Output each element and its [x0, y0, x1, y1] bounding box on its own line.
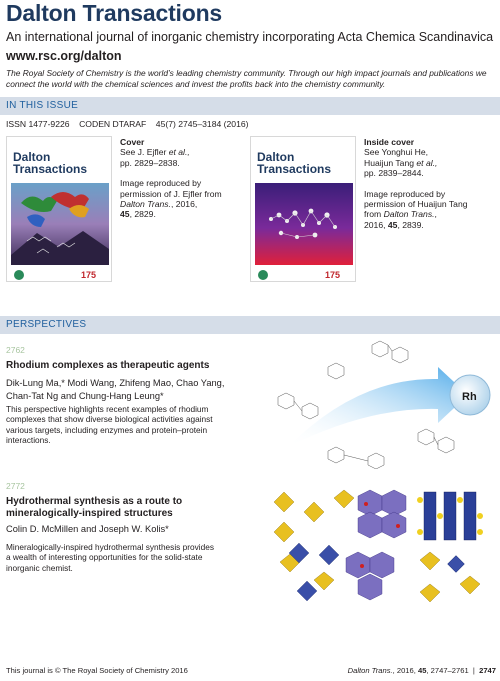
rsc-blurb: [6, 68, 500, 90]
cover-credit: Image reproduced by permission of J. Ejfler from Dalton Trans., 2016, 45, 2829.: [120, 178, 222, 220]
article-title[interactable]: Rhodium complexes as therapeutic agents: [6, 360, 210, 371]
inside-cover-caption: Inside cover See Yonghui He, Huaijun Tang et al., pp. 2839–2844. Image reproduced by permission of Huaijun Tang from Dalton Trans., 2016, 45, 2839.: [364, 137, 494, 230]
footer-page-number: 2747: [479, 666, 496, 675]
article-2-authors: Colin D. McMillen and Joseph W. Kolis*: [6, 524, 169, 534]
cover-badge: 175: [81, 270, 97, 280]
cover-brand-bottom: Transactions: [13, 162, 88, 176]
journal-subtitle: An international journal of inorganic chemistry incorporating Acta Chemica Scandinavica: [6, 30, 494, 44]
inside-cover-image[interactable]: [250, 136, 356, 282]
article-authors: Dik-Lung Ma,* Modi Wang, Zhifeng Mao, Chao Yang, Chan-Tat Ng and Chung-Hang Leung*: [6, 378, 225, 401]
footer-citation: Dalton Trans., 2016, 45, 2747–2761 | 2747: [347, 666, 496, 675]
rhodium-toc-graphic: [268, 337, 494, 469]
perspectives-heading: PERSPECTIVES: [6, 319, 87, 330]
inside-cover-badge: 175: [325, 270, 341, 280]
journal-title: Dalton Transactions: [6, 0, 223, 26]
article-2-abstract: Mineralogically-inspired hydrothermal synthesis provides a wealth of interesting opportunities for the solid-state inorganic chemist.: [6, 542, 214, 573]
rsc-blurb-line-2: connect the world with the chemical sciences and invest the profits back into the chemistry community.: [6, 79, 386, 89]
cover-caption: [120, 137, 240, 220]
journal-url[interactable]: www.rsc.org/dalton: [6, 49, 122, 63]
footer-copyright: This journal is © The Royal Society of Chemistry 2016: [6, 666, 188, 675]
in-this-issue-bar: [0, 97, 500, 115]
article-abstract: This perspective highlights recent examples of rhodium complexes that show diverse biological activities against various targets, including enzymes and protein–protein interactions.: [6, 404, 213, 446]
article-2-title[interactable]: Hydrothermal synthesis as a route to mineralogically-inspired structures: [6, 496, 183, 519]
cover-image[interactable]: [6, 136, 112, 282]
cover-pages: pp. 2829–2838.: [120, 157, 180, 168]
article-page-number: 2762: [6, 345, 25, 355]
rsc-blurb-line-1: The Royal Society of Chemistry is the world’s leading chemistry community. Through our high impact journals and publications we: [6, 68, 487, 78]
in-this-issue-heading: IN THIS ISSUE: [6, 100, 79, 111]
cover-see-line: See J. Ejfler et al.,: [120, 147, 190, 158]
rhodium-label: Rh: [462, 391, 477, 403]
perspectives-bar: [0, 316, 500, 334]
cover-brand-top: Dalton: [13, 150, 51, 164]
inside-cover-brand-top: Dalton: [257, 150, 295, 164]
inside-cover-label: Inside cover: [364, 137, 415, 147]
inside-cover-credit: Image reproduced by permission of Huaijun Tang from Dalton Trans., 2016, 45, 2839.: [364, 188, 468, 230]
hydrothermal-toc-graphic: [270, 488, 488, 612]
issn-line: ISSN 1477-9226 CODEN DTARAF 45(7) 2745–3184 (2016): [6, 119, 249, 129]
cover-label: Cover: [120, 137, 145, 147]
article-2-page-number: 2772: [6, 481, 25, 491]
inside-cover-brand-bottom: Transactions: [257, 162, 332, 176]
